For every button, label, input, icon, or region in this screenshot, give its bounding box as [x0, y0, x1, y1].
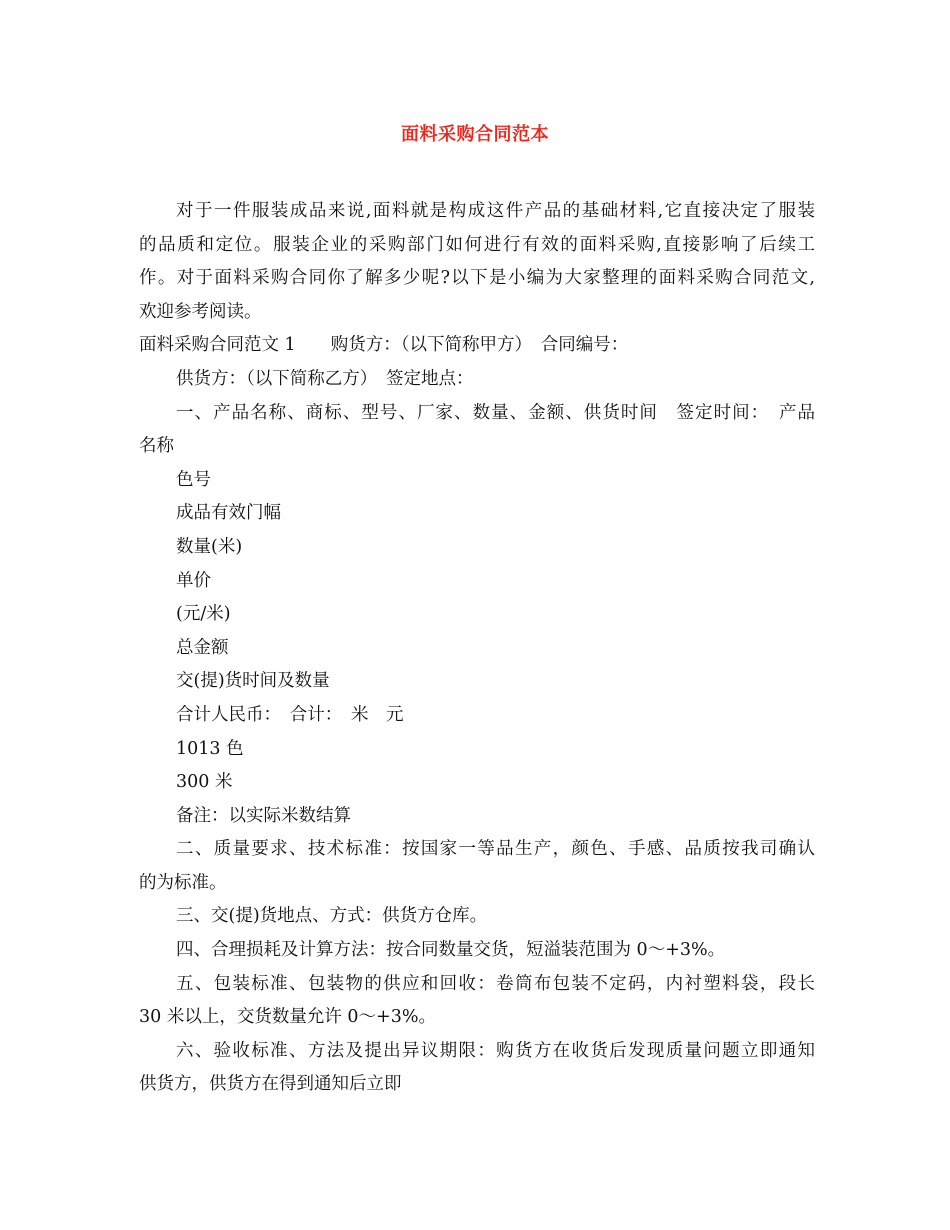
clause-6-line: 六、验收标准、方法及提出异议期限：购货方在收货后发现质量问题立即通知 [176, 1040, 815, 1061]
contract-heading-line: 面料采购合同范文 1 购货方：（以下简称甲方） 合同编号： [139, 335, 629, 356]
table-item: 单价 [176, 570, 211, 591]
table-item: 交(提)货时间及数量 [176, 671, 330, 692]
clause-2-line: 二、质量要求、技术标准：按国家一等品生产，颜色、手感、品质按我司确认 [176, 839, 815, 860]
table-item: 合计人民币： 合计： 米 元 [176, 704, 404, 725]
table-item: 300 米 [176, 772, 233, 793]
clause-1-line: 名称 [139, 436, 174, 457]
paragraph-line: 欢迎参考阅读。 [139, 301, 262, 322]
table-item: 总金额 [176, 637, 229, 658]
clause-5-line: 五、包装标准、包装物的供应和回收：卷筒布包装不定码，内衬塑料袋，段长 [176, 973, 815, 994]
document-body [139, 195, 815, 1102]
paragraph-line: 供货方：（以下简称乙方） 签定地点： [176, 368, 474, 389]
table-item: (元/米) [176, 604, 231, 625]
clause-4-line: 四、合理损耗及计算方法：按合同数量交货，短溢装范围为 0～+3%。 [176, 940, 726, 961]
table-item: 色号 [176, 469, 211, 490]
document-title: 面料采购合同范本 [401, 124, 549, 145]
table-item: 1013 色 [176, 738, 244, 759]
clause-5-line: 30 米以上，交货数量允许 0～+3%。 [139, 1007, 436, 1028]
paragraph-line: 的品质和定位。服装企业的采购部门如何进行有效的面料采购,直接影响了后续工 [139, 234, 815, 255]
table-item: 成品有效门幅 [176, 503, 281, 524]
clause-2-line: 的为标准。 [139, 872, 227, 893]
clause-3-line: 三、交(提)货地点、方式：供货方仓库。 [176, 906, 488, 927]
clause-1-line: 一、产品名称、商标、型号、厂家、数量、金额、供货时间 签定时间： 产品 [176, 402, 815, 423]
paragraph-line: 对于一件服装成品来说,面料就是构成这件产品的基础材料,它直接决定了服装 [176, 201, 815, 221]
clause-6-line: 供货方，供货方在得到通知后立即 [139, 1074, 402, 1095]
table-item: 数量(米) [176, 536, 243, 557]
paragraph-line: 作。对于面料采购合同你了解多少呢?以下是小编为大家整理的面料采购合同范文, [139, 268, 815, 289]
table-item: 备注：以实际米数结算 [176, 805, 351, 826]
